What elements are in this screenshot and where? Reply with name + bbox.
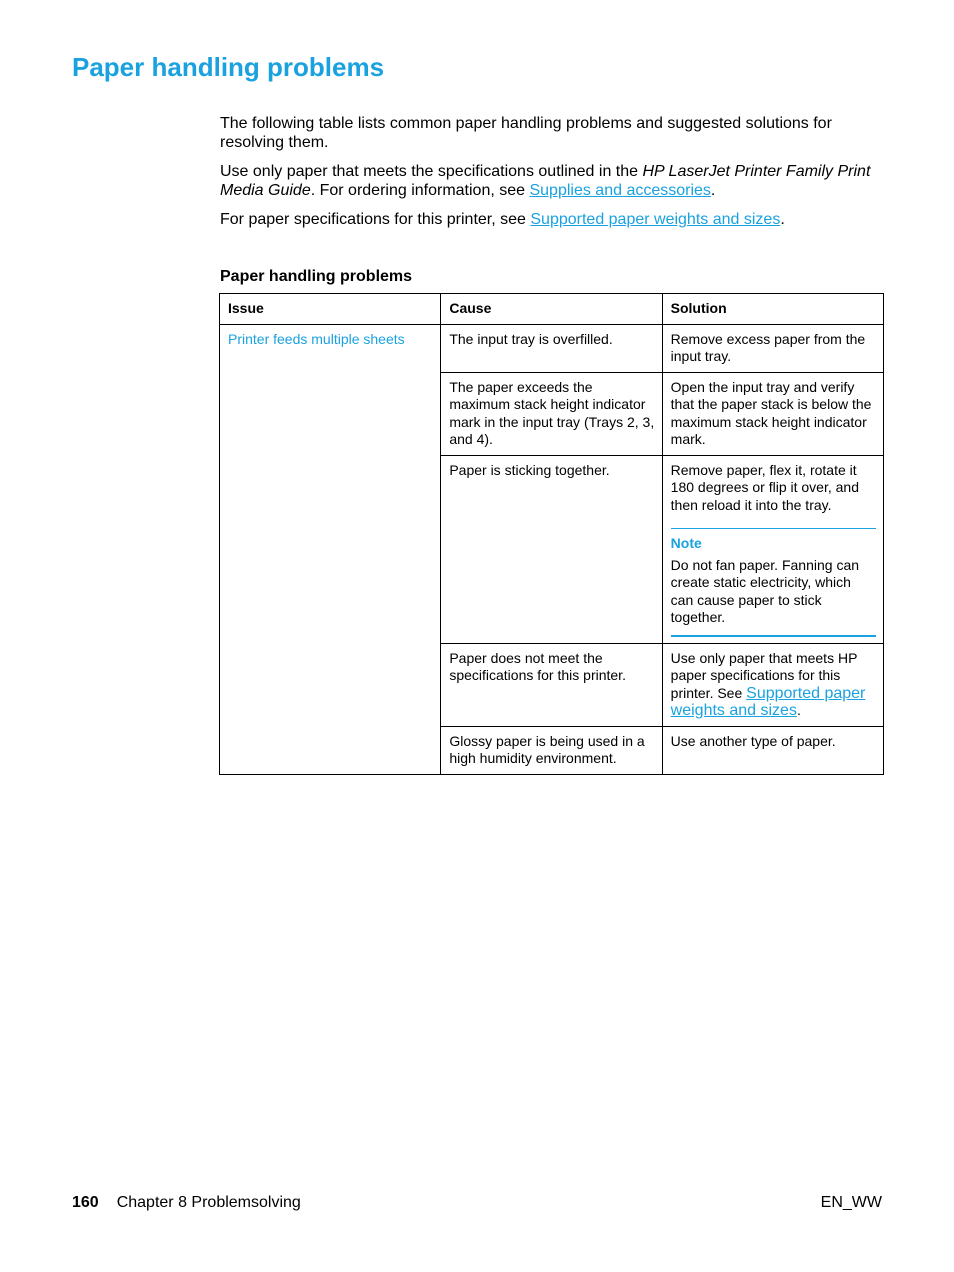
supported-paper-inline-link[interactable]: Supported paper weights and sizes	[670, 684, 866, 719]
page-number: 160	[72, 1194, 99, 1211]
cause-cell: Glossy paper is being used in a high humidity environment.	[441, 726, 662, 774]
para3-prefix: For paper specifications for this printer, see	[220, 211, 531, 228]
paper-handling-table	[219, 293, 884, 775]
solution-cell: Remove excess paper from the input tray.	[662, 324, 883, 372]
solution-suffix: .	[796, 702, 801, 718]
solution-cell	[662, 643, 883, 726]
solution-prefix: Use only paper that meets HP paper specifications for this printer. See	[670, 649, 858, 701]
solution-cell: Use another type of paper.	[662, 726, 883, 774]
cause-cell: The paper exceeds the maximum stack height indicator mark in the input tray (Trays 2, 3, and 4).	[441, 372, 662, 455]
solution-cell: Open the input tray and verify that the paper stack is below the maximum stack height indicator mark.	[662, 372, 883, 455]
para2-mid: . For ordering information, see	[310, 182, 530, 199]
solution-cell	[662, 455, 883, 643]
note-title: Note	[670, 535, 702, 551]
locale-label: EN_WW	[820, 1194, 882, 1211]
supported-paper-link[interactable]: Supported paper weights and sizes	[530, 211, 781, 228]
header-cause: Cause	[441, 294, 662, 325]
supplies-accessories-link[interactable]: Supplies and accessories	[529, 182, 711, 199]
note-box	[671, 528, 876, 637]
media-guide-title: HP LaserJet Printer Family Print Media Guide	[220, 163, 871, 199]
issue-cell	[220, 324, 441, 774]
page-title: Paper handling problems	[72, 52, 385, 82]
paper-specs-paragraph	[220, 210, 884, 229]
para2-suffix: .	[710, 182, 716, 199]
solution-text: Remove paper, flex it, rotate it 180 degrees or flip it over, and then reload it into the tray.	[670, 461, 859, 513]
table-header-row	[220, 294, 884, 325]
table-caption: Paper handling problems	[220, 268, 413, 285]
table-row	[220, 324, 884, 372]
intro-paragraph: The following table lists common paper handling problems and suggested solutions for resolving them.	[220, 115, 832, 151]
para2-prefix: Use only paper that meets the specifications outlined in the	[220, 163, 643, 180]
header-solution: Solution	[662, 294, 883, 325]
note-text: Do not fan paper. Fanning can create static electricity, which can cause paper to stick together.	[670, 556, 860, 625]
para3-suffix: .	[780, 211, 785, 228]
cause-cell: The input tray is overfilled.	[441, 324, 662, 372]
cause-cell: Paper does not meet the specifications for this printer.	[441, 643, 662, 726]
chapter-label: Chapter 8 Problemsolving	[116, 1194, 301, 1211]
header-issue: Issue	[220, 294, 441, 325]
issue-link-multiple-sheets[interactable]: Printer feeds multiple sheets	[228, 330, 405, 347]
cause-cell: Paper is sticking together.	[441, 455, 662, 643]
page-footer	[72, 1194, 882, 1212]
media-guide-paragraph	[220, 162, 884, 200]
